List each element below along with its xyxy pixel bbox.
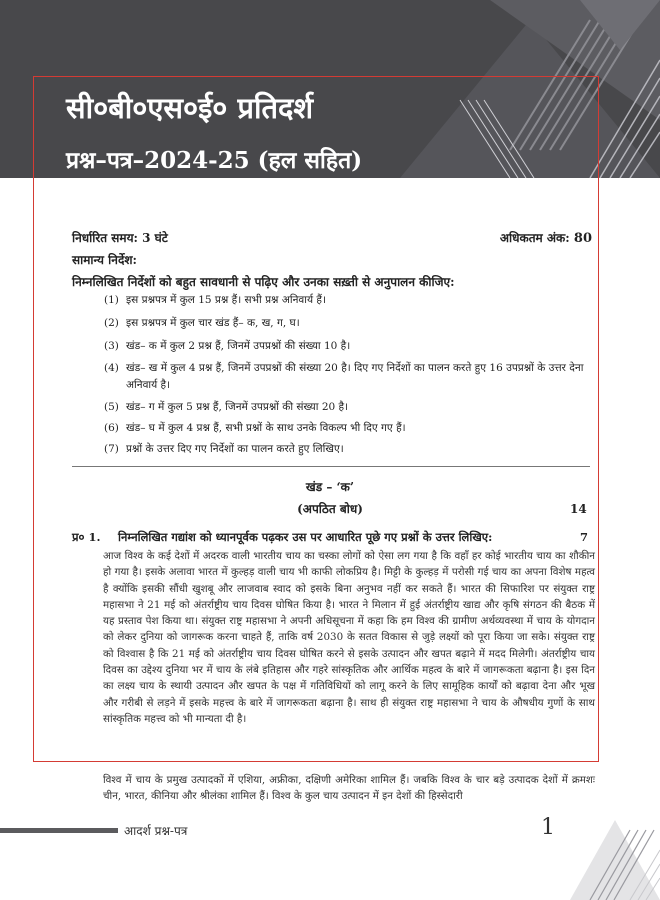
instruction-number: (4)	[104, 362, 119, 374]
instruction-number: (3)	[104, 340, 119, 352]
max-marks	[500, 229, 592, 246]
instruction-item	[104, 420, 599, 437]
footer-pattern-decoration	[560, 800, 660, 900]
title-subheading: प्रश्न–पत्र–2024-25 (हल सहित)	[66, 147, 363, 174]
question-number: प्र० 1.	[72, 530, 101, 544]
passage-paragraph: आज विश्व के कई देशों में अदरक वाली भारतीय चाय का चस्का लोगों को ऐसा लग गया है कि वहाँ हर कोई भारतीय चाय का शौकीन हो गया है। इसके अलावा भारत में कुल्हड़ वाली चाय भी काफी लोकप्रिय है। मिट्टी के कुल्हड़ में परोसी गई चाय का अपना विशेष महत्व है क्योंकि इसकी सौंधी खुशबू और लाजवाब स्वाद को इसके बिना अनुभव नहीं कर सकते हैं। भारत की सिफारिश पर संयुक्त राष्ट्र महासभा ने 21 मई को अंतर्राष्ट्रीय चाय दिवस घोषित किया है। भारत ने मिलान में हुई अंतर्राष्ट्रीय खाद्य और कृषि संगठन की बैठक में यह प्रस्ताव पेश किया था। संयुक्त राष्ट्र महासभा ने अपनी अधिसूचना में कहा कि हम विश्व की ग्रामीण अर्थव्यवस्था में चाय के योगदान को लेकर दुनिया को जागरूक करना चाहते हैं, ताकि वर्ष 2030 के सतत विकास से जुड़े लक्ष्यों को पूरा किया जा सके। संयुक्त राष्ट्र को विश्वास है कि 21 मई को अंतर्राष्ट्रीय चाय दिवस घोषित करने से इसके उत्पादन और खपत बढ़ाने में मदद मिलेगी। अंतर्राष्ट्रीय चाय दिवस का उद्देश्य दुनिया भर में चाय के लंबे इतिहास और गहरे सांस्कृतिक और आर्थिक महत्व के बारे में जागरूकता बढ़ाना है। इस दिन का लक्ष्य चाय के स्थायी उत्पादन और खपत के पक्ष में गतिविधियों को लागू करने के लिए सामूहिक कार्यों को बढ़ावा देना और भूख और गरीबी से लड़ने में इसके महत्त्व के बारे में जागरूकता बढ़ाना है। साथ ही संयुक्त राष्ट्र महासभा ने चाय के औषधीय गुणों के साथ सांस्कृतिक महत्त्व को भी मान्यता दी है।	[103, 550, 595, 725]
section-title: खंड – ‘क’	[305, 480, 355, 494]
general-instructions-heading: सामान्य निर्देश:	[72, 253, 137, 267]
instruction-number: (7)	[104, 443, 119, 455]
title-heading: सी०बी०एस०ई० प्रतिदर्श	[66, 91, 314, 125]
instruction-item	[104, 338, 599, 355]
instruction-number: (5)	[104, 401, 119, 413]
instruction-item	[104, 315, 599, 332]
instruction-text: खंड– घ में कुल 4 प्रश्न हैं, सभी प्रश्नों के साथ उनके विकल्प भी दिए गए हैं।	[126, 422, 406, 434]
max-marks-value: 80	[573, 231, 592, 246]
instruction-text: खंड– ख में कुल 4 प्रश्न हैं, जिनमें उपप्रश्नों की संख्या 20 है। दिए गए निर्देशों का पालन करते हुए 16 उपप्रश्नों के उत्तर देना अनिवार्य है।	[126, 362, 584, 391]
footer-label: आदर्श प्रश्न-पत्र	[124, 824, 188, 838]
instruction-item	[104, 399, 599, 416]
header-banner	[0, 0, 660, 178]
time-label: निर्धारित समय: 3 घंटे	[72, 231, 168, 245]
instruction-text: खंड– क में कुल 2 प्रश्न हैं, जिनमें उपप्रश्नों की संख्या 10 है।	[126, 340, 351, 352]
instruction-number: (6)	[104, 422, 119, 434]
instruction-text: प्रश्नों के उत्तर दिए गए निर्देशों का पालन करते हुए लिखिए।	[126, 443, 344, 455]
question-marks: 7	[580, 530, 589, 544]
max-marks-label: अधिकतम अंक:	[499, 231, 570, 245]
instructions-subheading: निम्नलिखित निर्देशों को बहुत सावधानी से पढ़िए और उनका सख़्ती से अनुपालन कीजिए:	[72, 275, 455, 289]
instruction-text: इस प्रश्नपत्र में कुल 15 प्रश्न हैं। सभी प्रश्न अनिवार्य हैं।	[126, 294, 326, 306]
instruction-number: (2)	[104, 317, 119, 329]
question-text: निम्नलिखित गद्यांश को ध्यानपूर्वक पढ़कर उस पर आधारित पूछे गए प्रश्नों के उत्तर लिखिए:	[118, 530, 493, 544]
instruction-item	[104, 441, 599, 458]
instruction-text: खंड– ग में कुल 5 प्रश्न हैं, जिनमें उपप्रश्नों की संख्या 20 है।	[126, 401, 349, 413]
section-divider	[72, 466, 590, 467]
section-subtitle: (अपठित बोध)	[297, 502, 363, 516]
section-marks: 14	[570, 502, 587, 516]
instruction-text: इस प्रश्नपत्र में कुल चार खंड हैं– क, ख, ग, घ।	[126, 317, 300, 329]
passage-paragraph: विश्व में चाय के प्रमुख उत्पादकों में एशिया, अफ्रीका, दक्षिणी अमेरिका शामिल हैं। जबकि विश्व के चार बड़े उत्पादक देशों में क्रमशः चीन, भारत, कीनिया और श्रीलंका शामिल हैं। विश्व के कुल चाय उत्पादन में इन देशों की हिस्सेदारी	[103, 774, 596, 803]
instruction-item	[104, 360, 599, 394]
exam-meta-row	[72, 229, 592, 246]
geometric-pattern-decoration	[360, 0, 660, 178]
page-number: 1	[541, 815, 555, 840]
instruction-item	[104, 292, 599, 309]
instruction-number: (1)	[104, 294, 119, 306]
footer-bar	[0, 828, 118, 833]
